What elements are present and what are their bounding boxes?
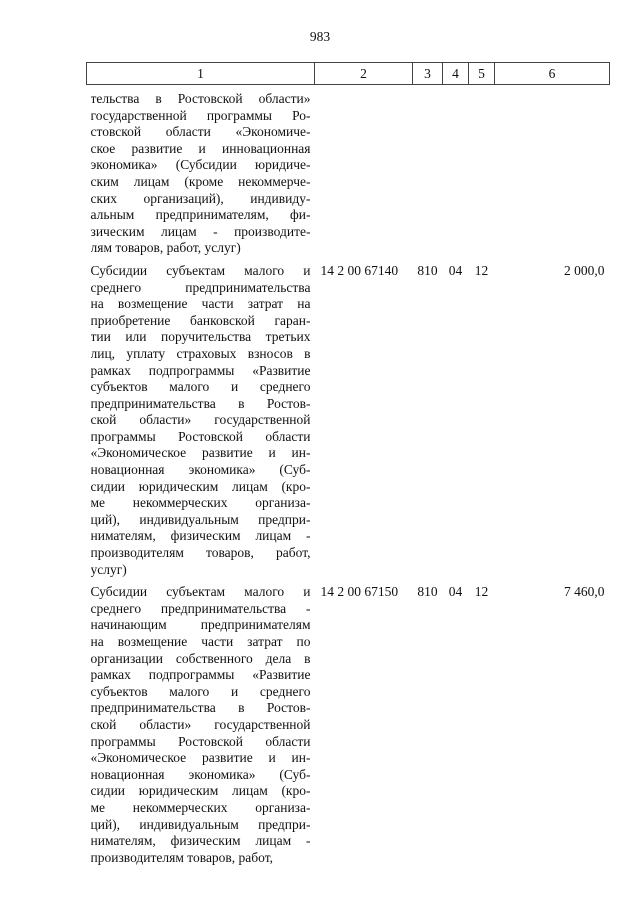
description-line: ским лицам (кроме некоммерче- [90, 173, 311, 189]
description-line: на возмещение части затрат на [90, 296, 311, 312]
description-line: лям товаров, работ, услуг) [90, 240, 241, 256]
description-line: организации собственного дела в [90, 650, 311, 666]
description-line: ций), индивидуальным предпри- [90, 816, 311, 832]
expense-type-code [413, 91, 443, 257]
table-row [87, 91, 610, 257]
description-line: ме некоммерческих организа- [90, 799, 311, 815]
description-line: начинающим предпринимателям [90, 617, 311, 633]
description-line: предпринимательства в Ростов- [90, 395, 311, 411]
subsection-code [469, 91, 495, 257]
description-line: субъектов малого и среднего [90, 379, 311, 395]
description-line: производителям товаров, работ, [90, 849, 274, 865]
description-line: альным предпринимателям, фи- [90, 207, 311, 223]
description-line: ме некоммерческих организа- [90, 495, 311, 511]
column-header-6: 6 [495, 63, 610, 85]
description-line: «Экономическое развитие и ин- [90, 445, 311, 461]
description-line: государственной программы Ро- [90, 107, 311, 123]
description-line: ское развитие и инновационная [90, 140, 311, 156]
description-line: Субсидии субъектам малого и [90, 262, 311, 278]
expense-type-code: 810 [417, 584, 438, 600]
description-line: экономика» (Субсидии юридиче- [90, 157, 311, 173]
column-header-2: 2 [315, 63, 413, 85]
description-line: «Экономическое развитие и ин- [90, 750, 311, 766]
description-line: среднего предпринимательства [90, 279, 311, 295]
description-line: рамках подпрограммы «Развитие [90, 667, 311, 683]
amount-value [495, 91, 610, 257]
description-line: ской области» государственной [90, 716, 311, 732]
description-line: ской области» государственной [90, 412, 311, 428]
description-line: услуг) [90, 561, 127, 577]
description-line: рамках подпрограммы «Развитие [90, 362, 311, 378]
description-line: среднего предпринимательства - [90, 600, 311, 616]
description-line: ских организаций), индивиду- [90, 190, 311, 206]
row-description [87, 91, 315, 257]
subsection-code: 12 [474, 584, 489, 600]
section-code: 04 [448, 584, 463, 600]
description-line: зическим лицам - производите- [90, 223, 311, 239]
section-code [443, 91, 469, 257]
subsection-code: 12 [474, 262, 489, 278]
budget-table [86, 62, 610, 866]
header-row [87, 63, 610, 85]
description-line: программы Ростовской области [90, 733, 311, 749]
description-line: на возмещение части затрат по [90, 634, 311, 649]
description-line: тии или поручительства третьих [90, 329, 311, 345]
description-line: новационная экономика» (Суб- [90, 462, 311, 478]
section-code: 04 [448, 262, 463, 278]
row-description [87, 584, 315, 866]
description-line: нимателям, физическим лицам - [90, 528, 311, 544]
description-line: ций), индивидуальным предпри- [90, 511, 311, 527]
column-header-3: 3 [413, 63, 443, 85]
description-line: производителям товаров, работ, [90, 545, 311, 561]
column-header-5: 5 [469, 63, 495, 85]
table-row [87, 584, 610, 866]
target-article-code [315, 91, 413, 257]
description-line: сидии юридическим лицам (кро- [90, 478, 311, 494]
amount-value: 2 000,0 [564, 262, 605, 278]
description-line: Субсидии субъектам малого и [90, 584, 311, 600]
target-article-code: 14 2 00 67150 [320, 584, 399, 600]
target-article-code: 14 2 00 67140 [320, 262, 399, 278]
description-line: программы Ростовской области [90, 428, 311, 444]
page-number: 983 [309, 29, 331, 44]
row-description [87, 263, 315, 578]
description-line: предпринимательства в Ростов- [90, 700, 311, 716]
table-row [87, 263, 610, 578]
description-line: субъектов малого и среднего [90, 683, 311, 699]
description-line: тельства в Ростовской области» [90, 91, 311, 106]
description-line: сидии юридическим лицам (кро- [90, 783, 311, 799]
description-line: новационная экономика» (Суб- [90, 766, 311, 782]
table-header [87, 63, 610, 85]
description-line: приобретение банковской гаран- [90, 312, 311, 328]
description-line: лиц, уплату страховых взносов в [90, 345, 311, 361]
description-line: стовской области «Экономиче- [90, 124, 311, 140]
column-header-1: 1 [87, 63, 315, 85]
description-line: нимателям, физическим лицам - [90, 833, 311, 849]
column-header-4: 4 [443, 63, 469, 85]
table-body [87, 85, 610, 867]
amount-value: 7 460,0 [564, 584, 605, 600]
expense-type-code: 810 [417, 262, 438, 278]
